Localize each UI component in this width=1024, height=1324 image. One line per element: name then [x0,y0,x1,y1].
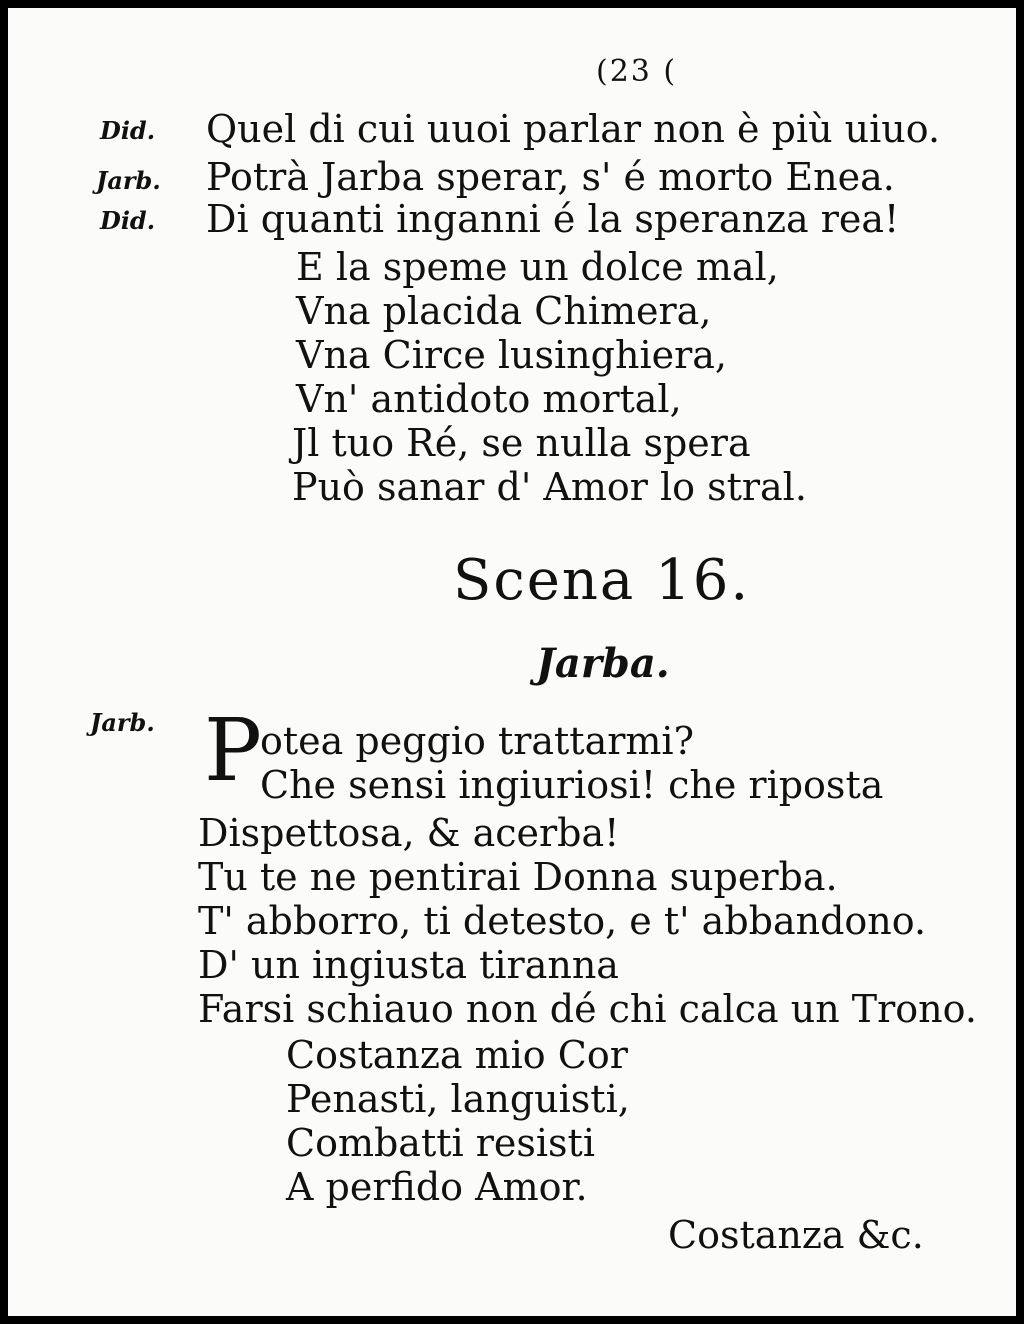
dialogue-line: Di quanti inganni é la speranza rea! [206,197,900,241]
speaker-label: Jarb. [90,708,155,737]
speaker-label: Jarb. [96,166,161,195]
recitative-line: T' abborro, ti detesto, e t' abbandono. [198,899,927,943]
scene-character: Jarba. [536,640,670,687]
aria-line: Vn' antidoto mortal, [296,377,682,421]
recitative-line: Tu te ne pentirai Donna superba. [198,855,838,899]
aria-line: Vna Circe lusinghiera, [296,333,727,377]
speaker-label: Did. [100,116,156,145]
recitative-line: D' un ingiusta tiranna [198,943,619,987]
page-number: (23 ( [596,54,678,89]
aria-line: Costanza mio Cor [286,1033,628,1077]
dialogue-line: Quel di cui uuoi parlar non è più uiuo. [206,107,941,151]
book-page [8,8,1016,1316]
drop-cap: P [204,701,262,801]
speaker-label: Did. [100,206,156,235]
recitative-line: Dispettosa, & acerba! [198,811,620,855]
aria-line: Combatti resisti [286,1121,595,1165]
aria-line: E la speme un dolce mal, [296,245,779,289]
recitative-line: Farsi schiauo non dé chi calca un Trono. [198,987,977,1031]
scene-heading: Scena 16. [453,548,751,613]
aria-line: Può sanar d' Amor lo stral. [292,465,807,509]
aria-line: Penasti, languisti, [286,1077,630,1121]
aria-line: A perfido Amor. [286,1165,588,1209]
aria-line: Vna placida Chimera, [296,289,712,333]
dialogue-line: Potrà Jarba sperar, s' é morto Enea. [206,155,895,199]
recitative-line: Che sensi ingiuriosi! che riposta [260,763,884,807]
closing-cue: Costanza &c. [668,1213,924,1257]
recitative-line: otea peggio trattarmi? [260,719,694,763]
aria-line: Jl tuo Ré, se nulla spera [292,421,751,465]
